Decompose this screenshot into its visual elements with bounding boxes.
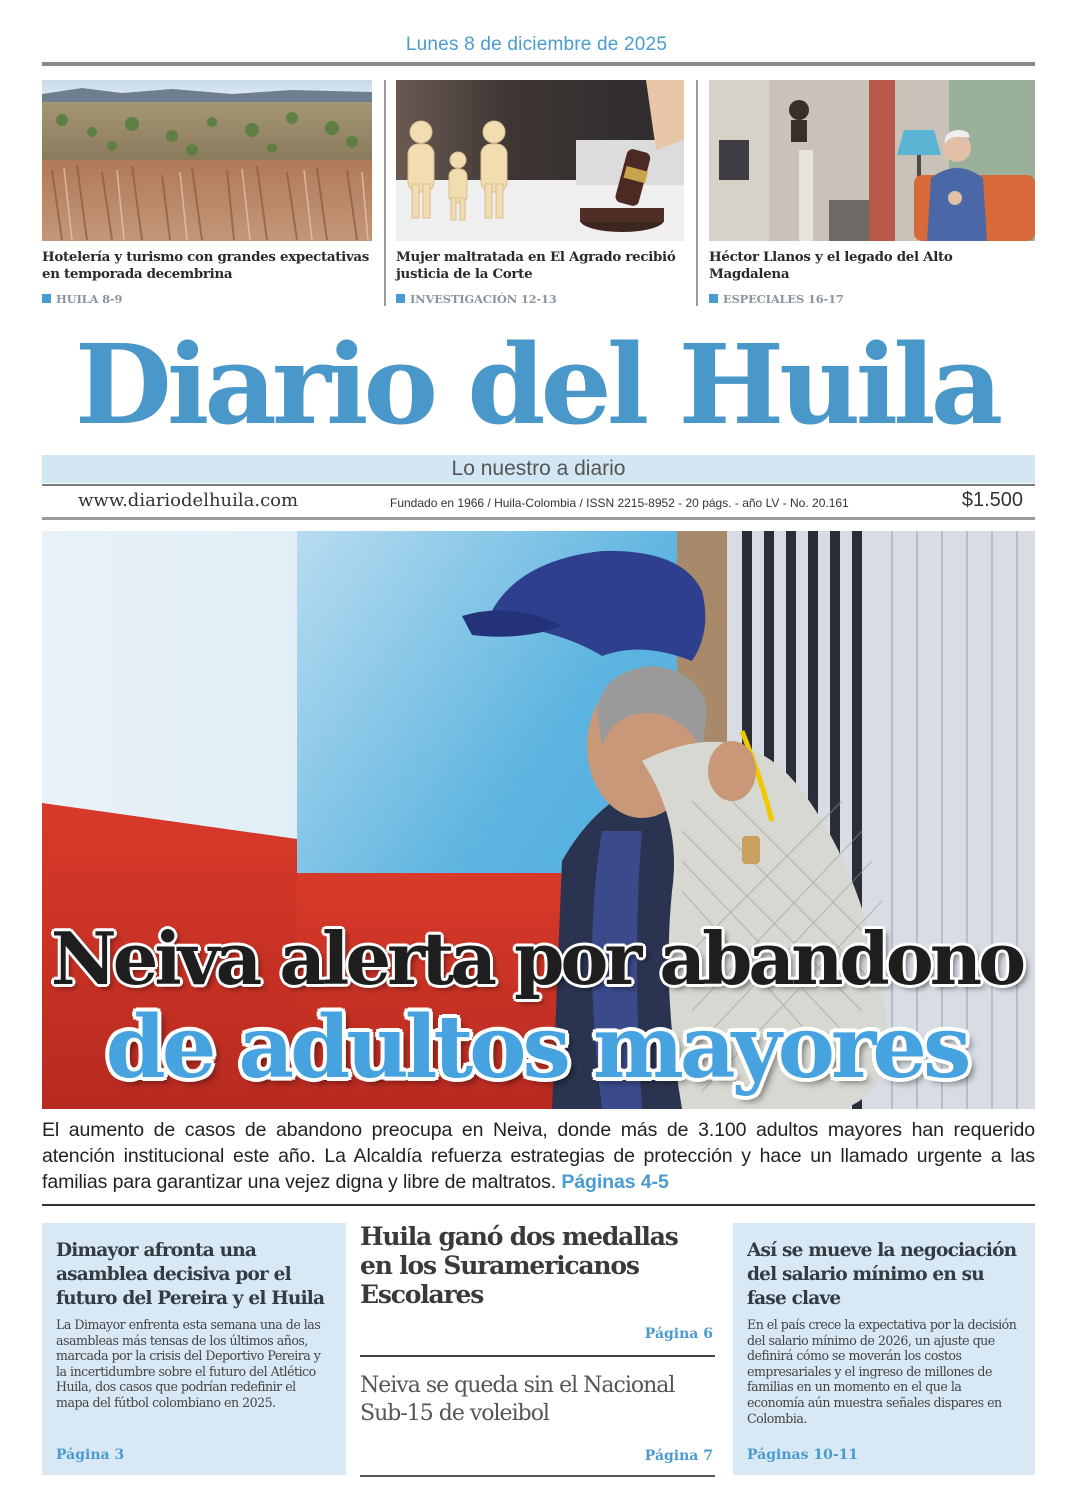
story-page-link[interactable]: Páginas 10-11 [747, 1447, 859, 1463]
section-square-icon [42, 294, 51, 303]
teaser-section[interactable] [42, 292, 122, 306]
middle-column [360, 1222, 715, 1464]
divider [42, 517, 1035, 520]
website-link[interactable]: www.diariodelhuila.com [78, 490, 299, 511]
teaser-title[interactable]: Mujer maltratada en El Agrado recibió justicia de la Corte [396, 249, 676, 282]
story-page-link[interactable]: Página 6 [644, 1326, 713, 1342]
top-divider [42, 62, 1035, 66]
teaser-title[interactable]: Hotelería y turismo con grandes expectativas en temporada decembrina [42, 249, 370, 282]
teaser-image-interview [709, 80, 1035, 241]
newspaper-logo: Diario del Huila [74, 321, 999, 450]
story-page-link[interactable]: Página 3 [56, 1447, 125, 1463]
divider [42, 484, 1035, 486]
column-divider [384, 80, 386, 306]
lead-summary [42, 1117, 1035, 1195]
story-page-link[interactable]: Página 7 [644, 1448, 713, 1464]
lead-summary-text: El aumento de casos de abandono preocupa en Neiva, donde más de 3.100 adultos mayores han requerido atención institucional este año. La Alcaldía refuerza estrategias de protección y hace un llamado urgente a las familias para garantizar una vejez digna y libre de maltratos. [42, 1119, 1035, 1193]
story-title-medals[interactable]: Huila ganó dos medallas en los Suramericanos Escolares [360, 1222, 678, 1309]
divider [360, 1475, 715, 1477]
section-label: ESPECIALES 16-17 [723, 292, 844, 306]
section-label: INVESTIGACIÓN 12-13 [410, 292, 557, 306]
story-title[interactable]: Así se mueve la negociación del salario mínimo en su fase clave [747, 1240, 1017, 1309]
teaser-justice[interactable] [396, 80, 684, 306]
lead-headline-line2[interactable]: de adultos mayores [105, 997, 968, 1098]
divider [360, 1355, 715, 1357]
edition-date: Lunes 8 de diciembre de 2025 [405, 34, 668, 55]
story-body: En el país crece la expectativa por la decisión del salario mínimo de 2026, un ajuste que definirá cómo se moverán los costos empresariales y el ingreso de millones de familias en un momento en el que la economía aún muestra señales dispares en Colombia. [747, 1317, 1017, 1426]
teaser-section[interactable] [709, 292, 844, 306]
section-label: HUILA 8-9 [56, 292, 123, 306]
info-line [42, 488, 1035, 516]
teaser-section[interactable] [396, 292, 557, 306]
teaser-image-desert [42, 80, 372, 241]
story-box-salary[interactable] [733, 1223, 1035, 1475]
teaser-tourism[interactable] [42, 80, 372, 306]
column-divider [696, 80, 698, 306]
teaser-hector-llanos[interactable] [709, 80, 1035, 306]
slogan: Lo nuestro a diario [42, 455, 1035, 483]
story-body: La Dimayor enfrenta esta semana una de las asambleas más tensas de los últimos años, marcada por la crisis del Deportivo Pereira y la incertidumbre sobre el futuro del Atlético Huila, dos casos que podrían redefinir el mapa del fútbol colombiano en 2025. [56, 1317, 321, 1410]
teaser-image-family-gavel [396, 80, 684, 241]
lead-headline-line1[interactable]: Neiva alerta por abandono [50, 916, 1023, 1001]
teaser-title[interactable]: Héctor Llanos y el legado del Alto Magdalena [709, 249, 953, 282]
section-square-icon [396, 294, 405, 303]
publication-info: Fundado en 1966 / Huila-Colombia / ISSN 2215-8952 - 20 págs. - año LV - No. 20.161 [390, 496, 849, 510]
section-square-icon [709, 294, 718, 303]
story-box-dimayor[interactable] [42, 1223, 346, 1475]
price: $1.500 [961, 489, 1023, 511]
story-title[interactable]: Dimayor afronta una asamblea decisiva por el futuro del Pereira y el Huila [56, 1240, 325, 1309]
divider [42, 1204, 1035, 1206]
lead-pages-link[interactable]: Páginas 4-5 [561, 1171, 669, 1193]
story-title-volleyball[interactable]: Neiva se queda sin el Nacional Sub-15 de voleibol [360, 1373, 675, 1426]
